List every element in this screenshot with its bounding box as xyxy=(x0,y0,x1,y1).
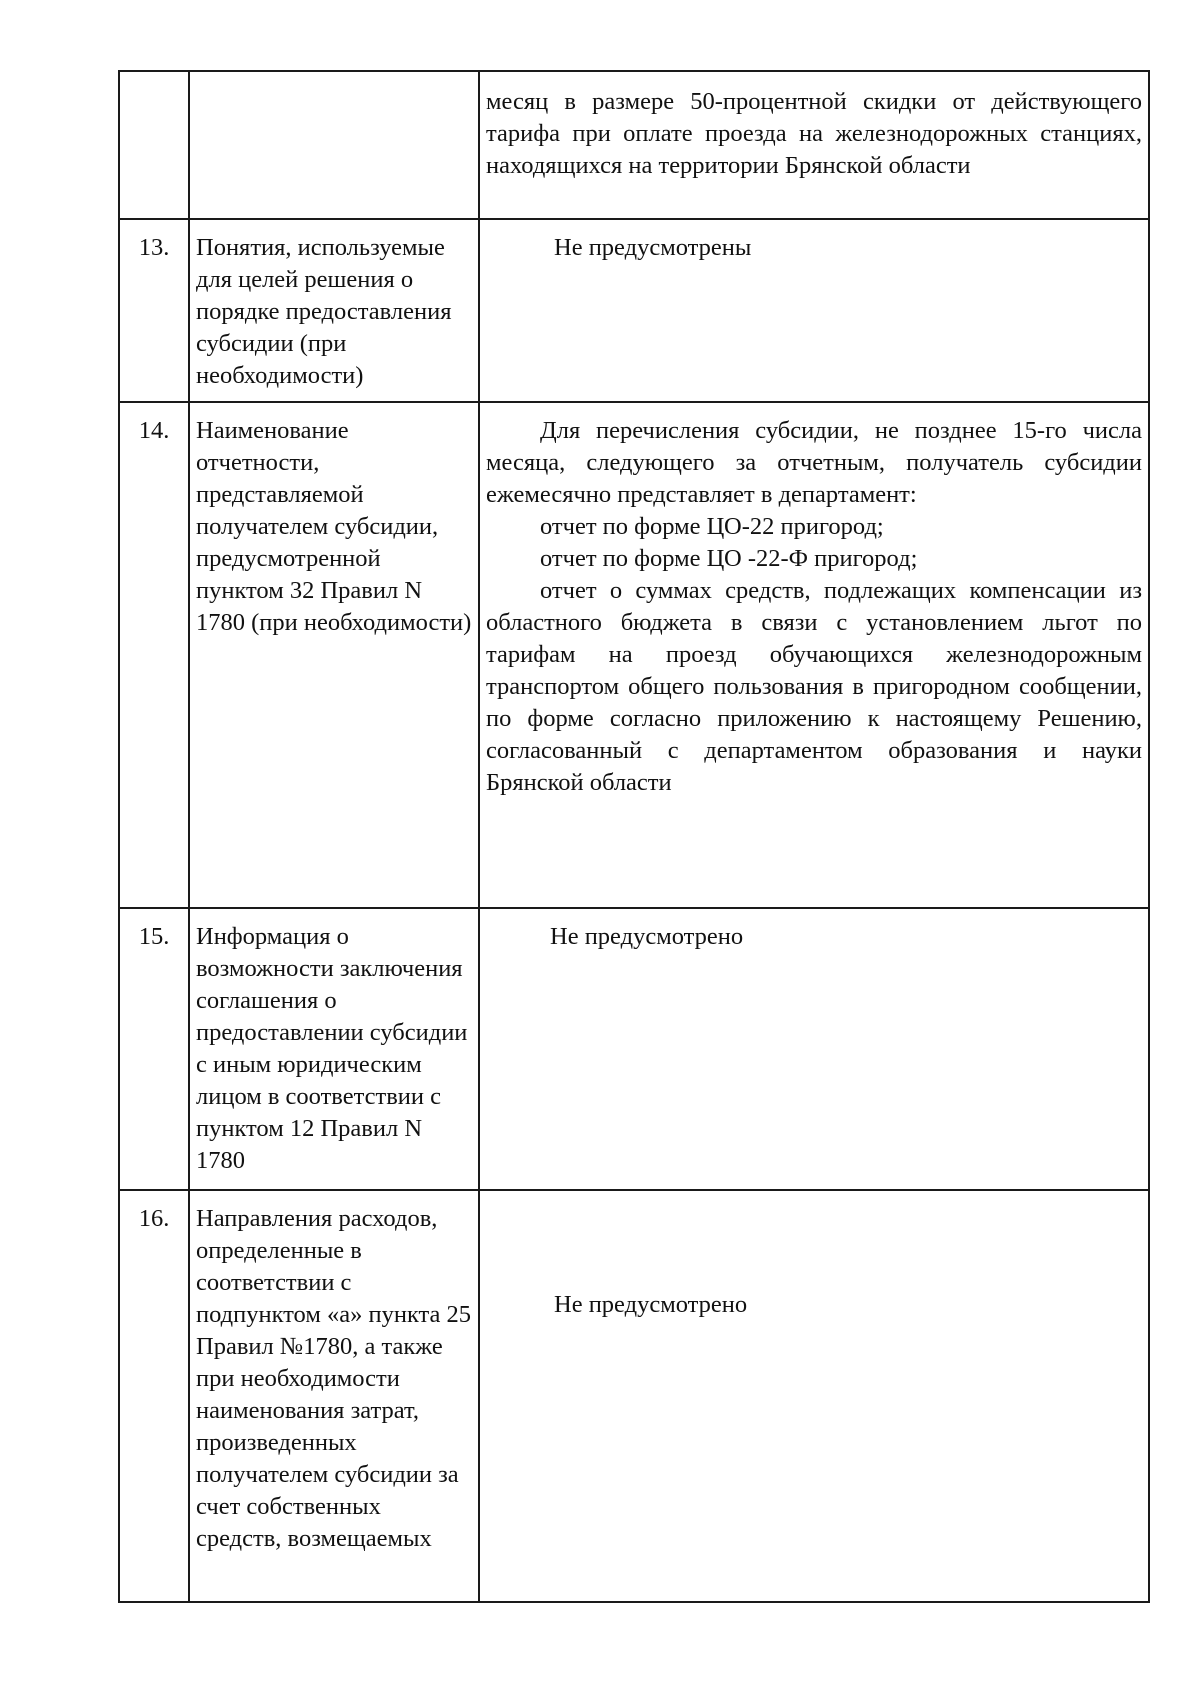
content-paragraph: Не предусмотрено xyxy=(554,1291,748,1318)
row-number: 16. xyxy=(119,1190,189,1602)
row-number: 13. xyxy=(119,219,189,402)
row-name: Направления расходов, определенные в соответствии с подпунктом «а» пункта 25 Правил №1780, а также при необходимости наименования затрат, произведенных получателем субсидии за счет собственных средств, возмещаемых xyxy=(189,1190,479,1602)
subsidy-table xyxy=(118,70,1150,1603)
row-number xyxy=(119,71,189,219)
row-content xyxy=(479,71,1149,219)
row-content xyxy=(479,402,1149,908)
row-name: Понятия, используемые для целей решения о порядке предоставления субсидии (при необходимости) xyxy=(189,219,479,402)
content-paragraph: отчет по форме ЦО -22-Ф пригород; xyxy=(540,545,918,572)
row-name xyxy=(189,71,479,219)
content-paragraph: отчет по форме ЦО-22 пригород; xyxy=(540,513,884,540)
content-paragraph: месяц в размере 50-процентной скидки от действующего тарифа при оплате проезда на железнодорожных станциях, находящихся на территории Брянской области xyxy=(486,88,1142,179)
row-number: 14. xyxy=(119,402,189,908)
row-name: Информация о возможности заключения соглашения о предоставлении субсидии с иным юридическим лицом в соответствии с пунктом 12 Правил N 1780 xyxy=(189,908,479,1190)
table-row xyxy=(119,219,1149,402)
table-row xyxy=(119,908,1149,1190)
row-content xyxy=(479,219,1149,402)
row-content xyxy=(479,1190,1149,1602)
content-paragraph: Не предусмотрены xyxy=(554,234,752,261)
table-row xyxy=(119,402,1149,908)
row-content xyxy=(479,908,1149,1190)
table-row xyxy=(119,71,1149,219)
content-paragraph: отчет о суммах средств, подлежащих компенсации из областного бюджета в связи с установлением льгот по тарифам на проезд обучающихся железнодорожным транспортом общего пользования в пригородном сообщении, по форме согласно приложению к настоящему Решению, согласованный с департаментом образования и науки Брянской области xyxy=(486,577,1142,796)
table-row xyxy=(119,1190,1149,1602)
row-number: 15. xyxy=(119,908,189,1190)
row-name: Наименование отчетности, представляемой получателем субсидии, предусмотренной пунктом 32 Правил N 1780 (при необходимости) xyxy=(189,402,479,908)
content-paragraph: Для перечисления субсидии, не позднее 15-го числа месяца, следующего за отчетным, получатель субсидии ежемесячно представляет в департамент: xyxy=(486,417,1142,508)
content-paragraph: Не предусмотрено xyxy=(550,923,744,950)
